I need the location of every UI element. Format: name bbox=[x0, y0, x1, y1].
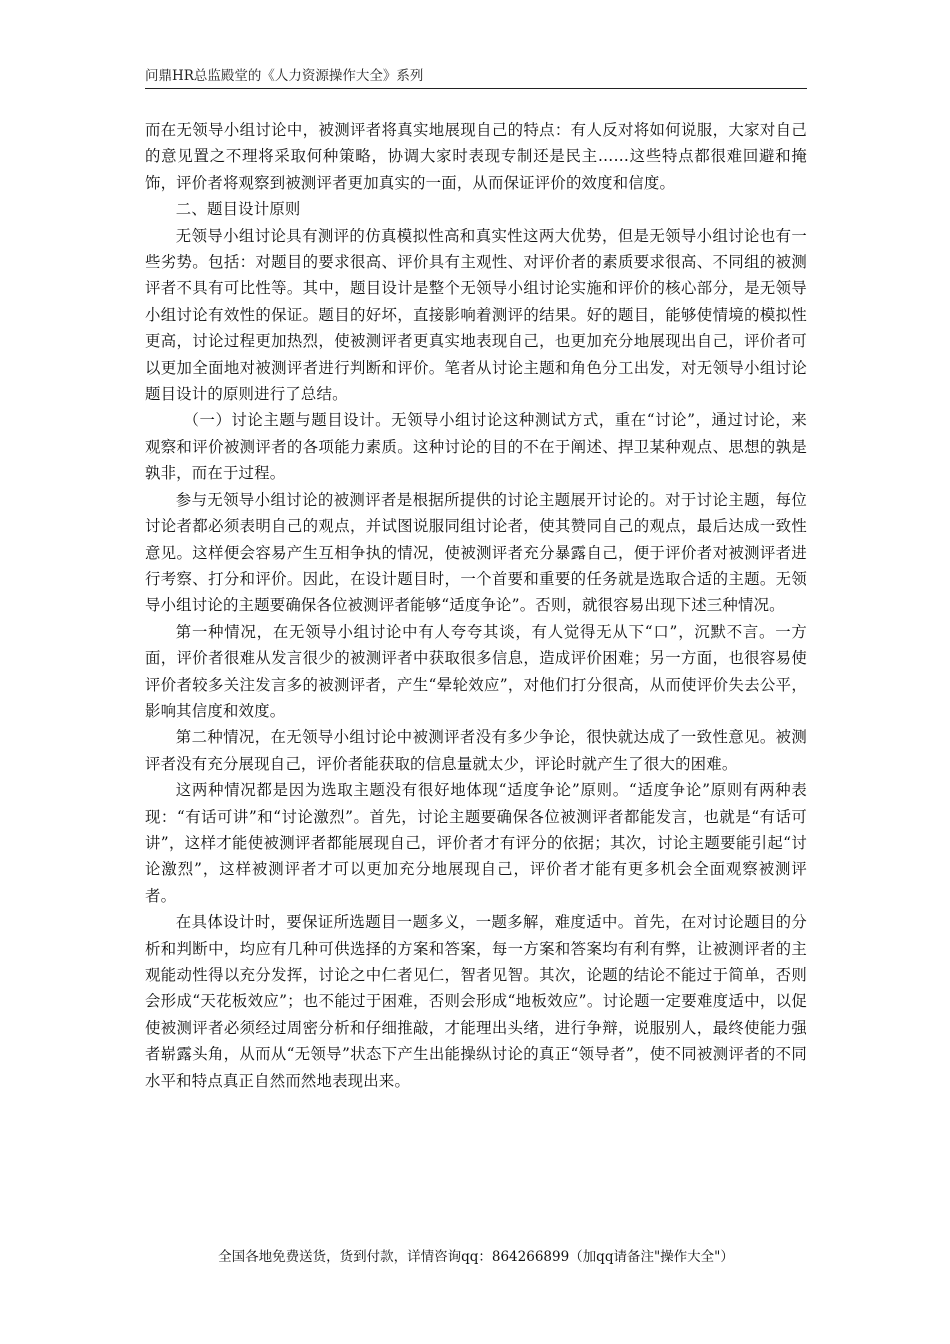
paragraph: 在具体设计时，要保证所选题目一题多义，一题多解，难度适中。首先，在对讨论题目的分析和判断中，均应有几种可供选择的方案和答案，每一方案和答案均有利有弊，让被测评者的主观能动性得以充分发挥，讨论之中仁者见仁，智者见智。其次，论题的结论不能过于简单，否则会形成“天花板效应”；也不能过于困难，否则会形成“地板效应”。讨论题一定要难度适中，以促使被测评者必须经过周密分析和仔细推敲，才能理出头绪，进行争辩，说服别人，最终使能力强者崭露头角，从而从“无领导”状态下产生出能操纵讨论的真正“领导者”，使不同被测评者的不同水平和特点真正自然而然地表现出来。 bbox=[145, 913, 807, 1090]
header-title: 问鼎HR总监殿堂的《人力资源操作大全》系列 bbox=[145, 68, 424, 84]
paragraph: 参与无领导小组讨论的被测评者是根据所提供的讨论主题展开讨论的。对于讨论主题，每位讨论者都必须表明自己的观点，并试图说服同组讨论者，使其赞同自己的观点，最后达成一致性意见。这样便会容易产生互相争执的情况，使被测评者充分暴露自己，便于评价者对被测评者进行考察、打分和评价。因此，在设计题目时，一个首要和重要的任务就是选取合适的主题。无领导小组讨论的主题要确保各位被测评者能够“适度争论”。否则，就很容易出现下述三种情况。 bbox=[145, 490, 807, 615]
paragraph: 第一种情况，在无领导小组讨论中有人夸夸其谈，有人觉得无从下“口”，沉默不言。一方面，评价者很难从发言很少的被测评者中获取很多信息，造成评价困难；另一方面，也很容易使评价者较多关注发言多的被测评者，产生“晕轮效应”，对他们打分很高，从而使评价失去公平，影响其信度和效度。 bbox=[145, 622, 807, 720]
paragraph-continuation: 而在无领导小组讨论中，被测评者将真实地展现自己的特点：有人反对将如何说服，大家对自己的意见置之不理将采取何种策略，协调大家时表现专制还是民主……这些特点都很难回避和掩饰，评价者将观察到被测评者更加真实的一面，从而保证评价的效度和信度。 bbox=[145, 121, 807, 192]
paragraph: 第二种情况，在无领导小组讨论中被测评者没有多少争论，很快就达成了一致性意见。被测评者没有充分展现自己，评价者能获取的信息量就太少，评论时就产生了很大的困难。 bbox=[145, 728, 807, 773]
page-header bbox=[145, 66, 807, 89]
subsection-paragraph: （一）讨论主题与题目设计。无领导小组讨论这种测试方式，重在“讨论”，通过讨论，来观察和评价被测评者的各项能力素质。这种讨论的目的不在于阐述、捍卫某种观点、思想的孰是孰非，而在于过程。 bbox=[145, 411, 807, 483]
footer-contact-text: 全国各地免费送货，货到付款，详情咨询qq：864266899（加qq请备注"操作大全"） bbox=[218, 1249, 734, 1265]
section-heading: 二、题目设计原则 bbox=[175, 200, 301, 219]
paragraph: 无领导小组讨论具有测评的仿真模拟性高和真实性这两大优势，但是无领导小组讨论也有一些劣势。包括：对题目的要求很高、评价具有主观性、对评价者的素质要求很高、不同组的被测评者不具有可比性等。其中，题目设计是整个无领导小组讨论实施和评价的核心部分，是无领导小组讨论有效性的保证。题目的好坏，直接影响着测评的结果。好的题目，能够使情境的模拟性更高，讨论过程更加热烈，使被测评者更真实地表现自己，也更加充分地展现出自己，评价者可以更加全面地对被测评者进行判断和评价。笔者从讨论主题和角色分工出发，对无领导小组讨论题目设计的原则进行了总结。 bbox=[145, 226, 807, 404]
paragraph: 这两种情况都是因为选取主题没有很好地体现“适度争论”原则。“适度争论”原则有两种表现：“有话可讲”和“讨论激烈”。首先，讨论主题要确保各位被测评者都能发言，也就是“有话可讲”，这样才能使被测评者都能展现自己，评价者才有评分的依据；其次，讨论主题要能引起“讨论激烈”，这样被测评者才可以更加充分地展现自己，评价者才能有更多机会全面观察被测评者。 bbox=[145, 781, 807, 905]
document-body bbox=[145, 117, 807, 1094]
page-footer bbox=[145, 1247, 807, 1267]
